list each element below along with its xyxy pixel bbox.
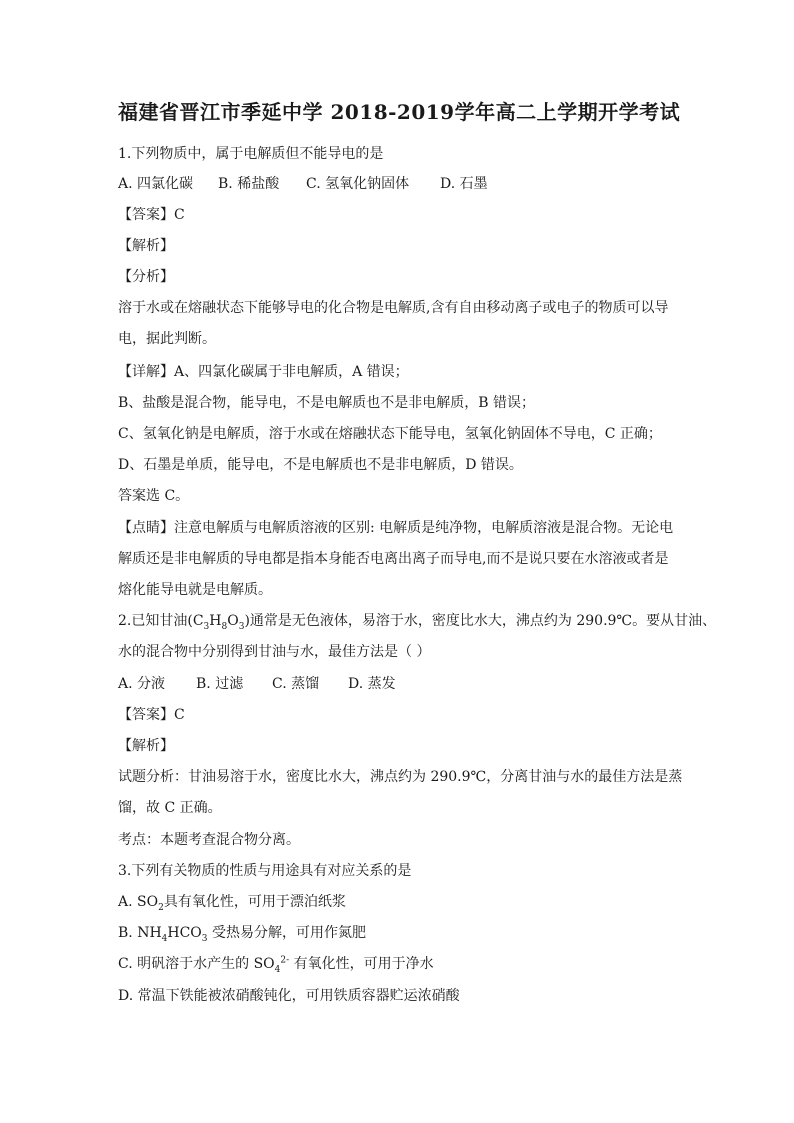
q1-analysis-line-1: 溶于水或在熔融状态下能够导电的化合物是电解质,含有自由移动离子或电子的物质可以导	[118, 300, 669, 316]
q2-formula-sub-3b: 3	[238, 621, 245, 632]
q1-detail-line-4: D、石墨是单质，能导电，不是电解质也不是非电解质，D 错误。	[118, 457, 523, 473]
q2-option-c: C. 蒸馏	[272, 676, 320, 692]
q3-option-a-formula: A. SO	[118, 894, 159, 910]
q2-stem-start: 2.已知甘油(C	[118, 613, 204, 629]
q2-option-d: D. 蒸发	[348, 676, 396, 692]
q2-stem-rest: )通常是无色液体，易溶于水，密度比水大，沸点约为 290.9℃。要从甘油、	[244, 613, 717, 629]
q3-option-c-sub: 4	[274, 964, 281, 975]
q1-answer: 【答案】C	[118, 207, 185, 223]
q2-jiexi-heading: 【解析】	[118, 738, 174, 754]
q3-option-b-formula-2: HCO	[167, 925, 202, 941]
q1-note-line-2: 解质还是非电解质的导电都是指本身能否电离出离子而导电,而不是说只要在水溶液或者是	[118, 551, 669, 567]
q1-options	[118, 174, 488, 194]
q2-stem-line-1	[118, 611, 716, 631]
page-title: 福建省晋江市季延中学 2018-2019学年高二上学期开学考试	[118, 100, 681, 124]
q3-option-c-text-2: 有氧化性，可用于净水	[289, 956, 434, 972]
q3-option-c	[118, 954, 434, 974]
q3-option-b-text: 受热易分解，可用作氮肥	[207, 925, 366, 941]
q3-option-a-sub: 2	[158, 902, 164, 913]
q3-stem: 3.下列有关物质的性质与用途具有对应关系的是	[118, 863, 412, 879]
q1-detail-line-1: 【详解】A、四氯化碳属于非电解质，A 错误；	[118, 364, 409, 380]
q2-kaodian: 考点：本题考查混合物分离。	[118, 832, 300, 848]
q1-note-line-3: 熔化能导电就是电解质。	[118, 582, 272, 598]
q1-stem: 1.下列物质中，属于电解质但不能导电的是	[118, 146, 384, 162]
q3-option-d: D. 常温下铁能被浓硝酸钝化，可用铁质容器贮运浓硝酸	[118, 988, 460, 1004]
q1-option-d: D. 石墨	[440, 176, 488, 192]
q1-fenxi-heading: 【分析】	[118, 269, 174, 285]
q2-option-a: A. 分液	[118, 676, 166, 692]
q1-option-c: C. 氢氧化钠固体	[306, 176, 410, 192]
q2-formula-sub-3: 3	[203, 621, 210, 632]
q3-option-b-sub-2: 3	[201, 933, 208, 944]
q2-formula-sub-8: 8	[221, 621, 228, 632]
q1-detail-line-2: B、盐酸是混合物，能导电，不是电解质也不是非电解质，B 错误；	[118, 395, 536, 411]
q3-option-c-text-1: C. 明矾溶于水产生的 SO	[118, 956, 275, 972]
q3-option-b	[118, 923, 366, 943]
q3-option-b-sub-1: 4	[161, 933, 168, 944]
q2-analysis-line-2: 馏，故 C 正确。	[118, 800, 222, 816]
q1-option-b: B. 稀盐酸	[218, 176, 280, 192]
q1-analysis-line-2: 电，据此判断。	[118, 331, 216, 347]
q2-formula-h: H	[209, 613, 222, 629]
q3-option-a-text: 具有氧化性，可用于漂泊纸浆	[163, 894, 346, 910]
q1-option-a: A. 四氯化碳	[118, 176, 194, 192]
q1-detail-line-3: C、氢氧化钠是电解质，溶于水或在熔融状态下能导电，氢氧化钠固体不导电，C 正确；	[118, 426, 662, 442]
q2-analysis-line-1: 试题分析：甘油易溶于水，密度比水大，沸点约为 290.9℃，分离甘油与水的最佳方法是蒸	[118, 769, 683, 785]
q1-choice: 答案选 C。	[118, 488, 190, 504]
q2-answer: 【答案】C	[118, 707, 185, 723]
q2-option-b: B. 过滤	[196, 676, 244, 692]
q3-option-b-formula-1: B. NH	[118, 925, 162, 941]
q2-formula-o: O	[227, 613, 239, 629]
q2-stem-line-2: 水的混合物中分别得到甘油与水，最佳方法是（ ）	[118, 644, 431, 660]
q1-note-line-1: 【点睛】注意电解质与电解质溶液的区别: 电解质是纯净物，电解质溶液是混合物。无论电	[118, 520, 674, 536]
q3-option-c-sup: 2-	[280, 955, 290, 966]
q2-options	[118, 674, 396, 694]
q1-jiexi-heading: 【解析】	[118, 238, 174, 254]
q3-option-a	[118, 892, 346, 912]
